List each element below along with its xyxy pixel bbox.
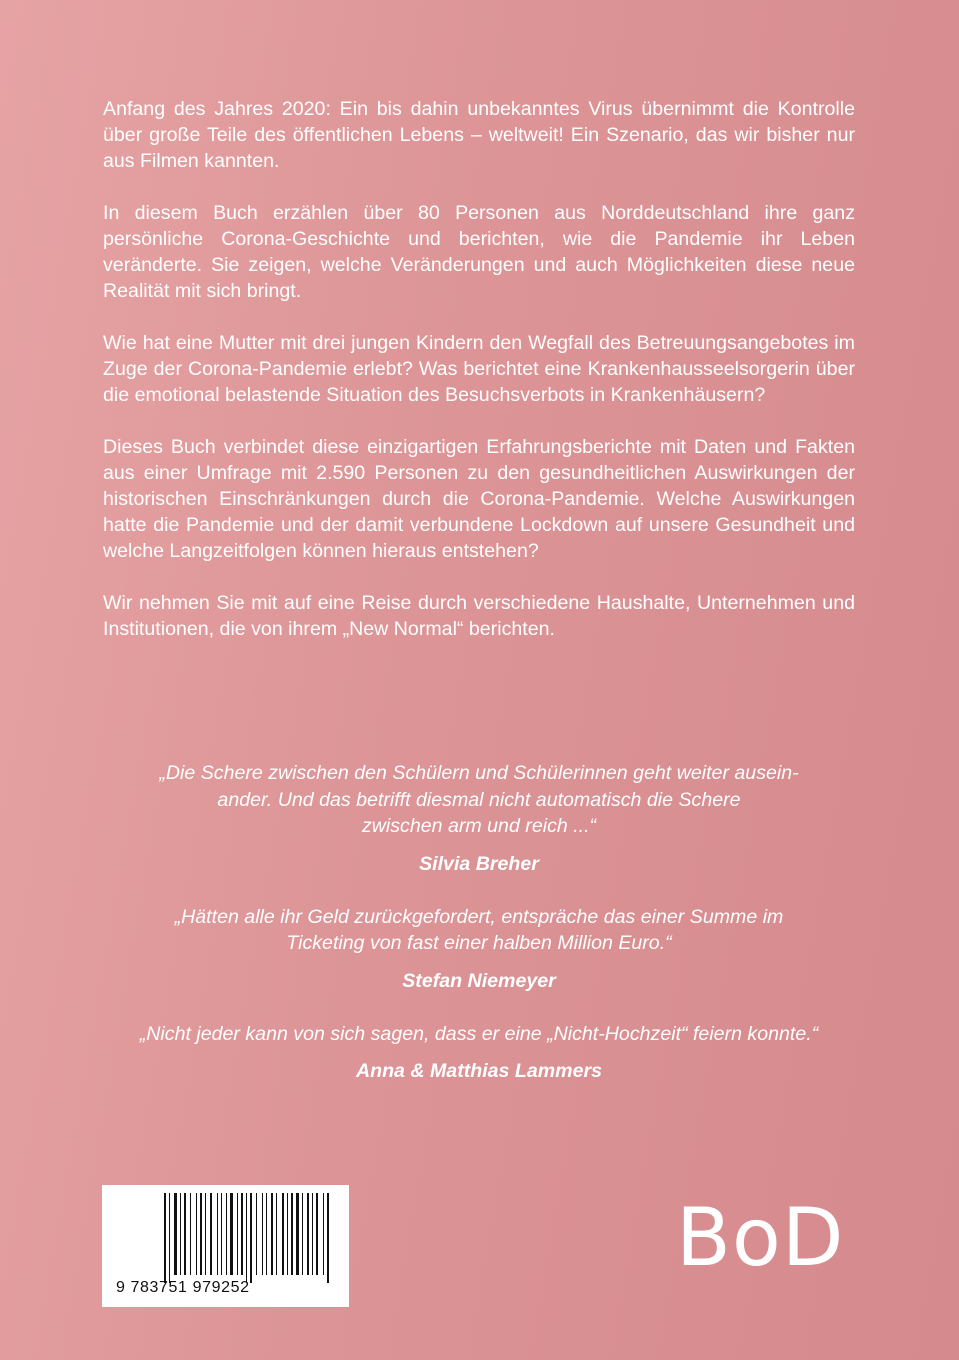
quote-author: Anna & Matthias Lammers — [355, 1060, 603, 1082]
barcode-bar — [217, 1193, 218, 1275]
barcode-bar — [174, 1193, 177, 1275]
isbn-number: 9 783751 979252 — [116, 1279, 250, 1296]
barcode-bar — [302, 1193, 303, 1275]
barcode-bar — [221, 1193, 222, 1275]
quote-line: „Die Schere zwischen den Schülern und Schülerinnen geht weiter ausein- — [159, 762, 799, 784]
quote-line: zwischen arm und reich ...“ — [361, 815, 597, 837]
blurb-paragraph: In diesem Buch erzählen über 80 Personen aus Norddeutschland ihre ganz persönliche Corona-Geschichte und berichten, wie die Pandemie ihr Leben veränderte. Sie zeigen, welche Veränderungen und auch Möglichkeiten diese neue Realität mit sich bringt. — [103, 202, 855, 302]
barcode-bar — [256, 1193, 257, 1275]
blurb-paragraph: Anfang des Jahres 2020: Ein bis dahin unbekanntes Virus übernimmt die Kontrolle über große Teile des öffentlichen Lebens – weltweit! Ein Szenario, das wir bisher nur aus Filmen kannten. — [103, 98, 855, 172]
testimonial-quotes — [103, 760, 855, 1111]
barcode-bar — [237, 1193, 238, 1275]
quote — [103, 760, 855, 877]
barcode-bar — [180, 1193, 181, 1275]
barcode-bar — [276, 1193, 277, 1275]
barcode-bar — [307, 1193, 309, 1275]
quote — [103, 1021, 855, 1085]
blurb-paragraph: Wie hat eine Mutter mit drei jungen Kindern den Wegfall des Betreuungsangebotes im Zuge der Corona-Pandemie erlebt? Was berichtet eine Krankenhausseelsorgerin über die emotional belastende Situation des Besuchsverbots in Krankenhäusern? — [103, 332, 855, 406]
barcode-bar — [323, 1193, 324, 1275]
barcode-bar — [327, 1193, 329, 1283]
back-cover-blurb — [103, 96, 855, 668]
barcode-bar — [282, 1193, 284, 1275]
barcode-bar — [190, 1193, 191, 1275]
quote-line: „Nicht jeder kann von sich sagen, dass er eine „Nicht-Hochzeit“ feiern konnte.“ — [139, 1022, 819, 1045]
barcode-bar — [226, 1193, 227, 1275]
isbn-barcode — [102, 1185, 349, 1307]
blurb-paragraph: Dieses Buch verbindet diese einzigartigen Erfahrungsberichte mit Daten und Fakten aus einer Umfrage mit 2.590 Personen zu den gesundheitlichen Auswirkungen der historischen Einschränkungen durch die Corona-Pandemie. Welche Auswirkungen hatte die Pandemie und der damit verbundene Lockdown auf unsere Gesundheit und welche Langzeitfolgen können hieraus entstehen? — [103, 436, 855, 562]
barcode-bar — [296, 1193, 299, 1275]
barcode-bar — [271, 1193, 273, 1275]
barcode-bar — [200, 1193, 202, 1275]
barcode-bar — [210, 1193, 212, 1275]
quote-author: Stefan Niemeyer — [402, 969, 556, 992]
quote — [103, 904, 855, 994]
barcode-bar — [312, 1193, 313, 1275]
quote-text — [103, 904, 855, 957]
quote-text — [103, 760, 855, 840]
barcode-bar — [196, 1193, 197, 1275]
barcode-bar — [266, 1193, 267, 1275]
barcode-bar — [316, 1193, 318, 1275]
barcode-bar — [287, 1193, 288, 1275]
quote-line: Ticketing von fast einer halben Million Euro.“ — [286, 932, 672, 954]
barcode-bar — [241, 1193, 243, 1275]
barcode-bar — [184, 1193, 186, 1275]
barcode-bar — [205, 1193, 206, 1275]
quote-line: ander. Und das betrifft diesmal nicht automatisch die Schere — [217, 788, 741, 811]
barcode-bar — [230, 1193, 233, 1275]
quote-author: Silvia Breher — [419, 852, 539, 875]
barcode-bar — [246, 1193, 247, 1283]
blurb-paragraph: Wir nehmen Sie mit auf eine Reise durch verschiedene Haushalte, Unternehmen und Institutionen, die von ihrem „New Normal“ berichten. — [103, 592, 855, 640]
barcode-bar — [262, 1193, 263, 1275]
quote-text — [103, 1021, 855, 1048]
barcode-bar — [164, 1193, 166, 1283]
barcode-bar — [169, 1193, 170, 1283]
quote-line: „Hätten alle ihr Geld zurückgefordert, entspräche das einer Summe im — [174, 905, 784, 928]
publisher-logo: BoD — [676, 1191, 845, 1284]
barcode-bar — [291, 1193, 293, 1275]
barcode-bar — [250, 1193, 252, 1283]
